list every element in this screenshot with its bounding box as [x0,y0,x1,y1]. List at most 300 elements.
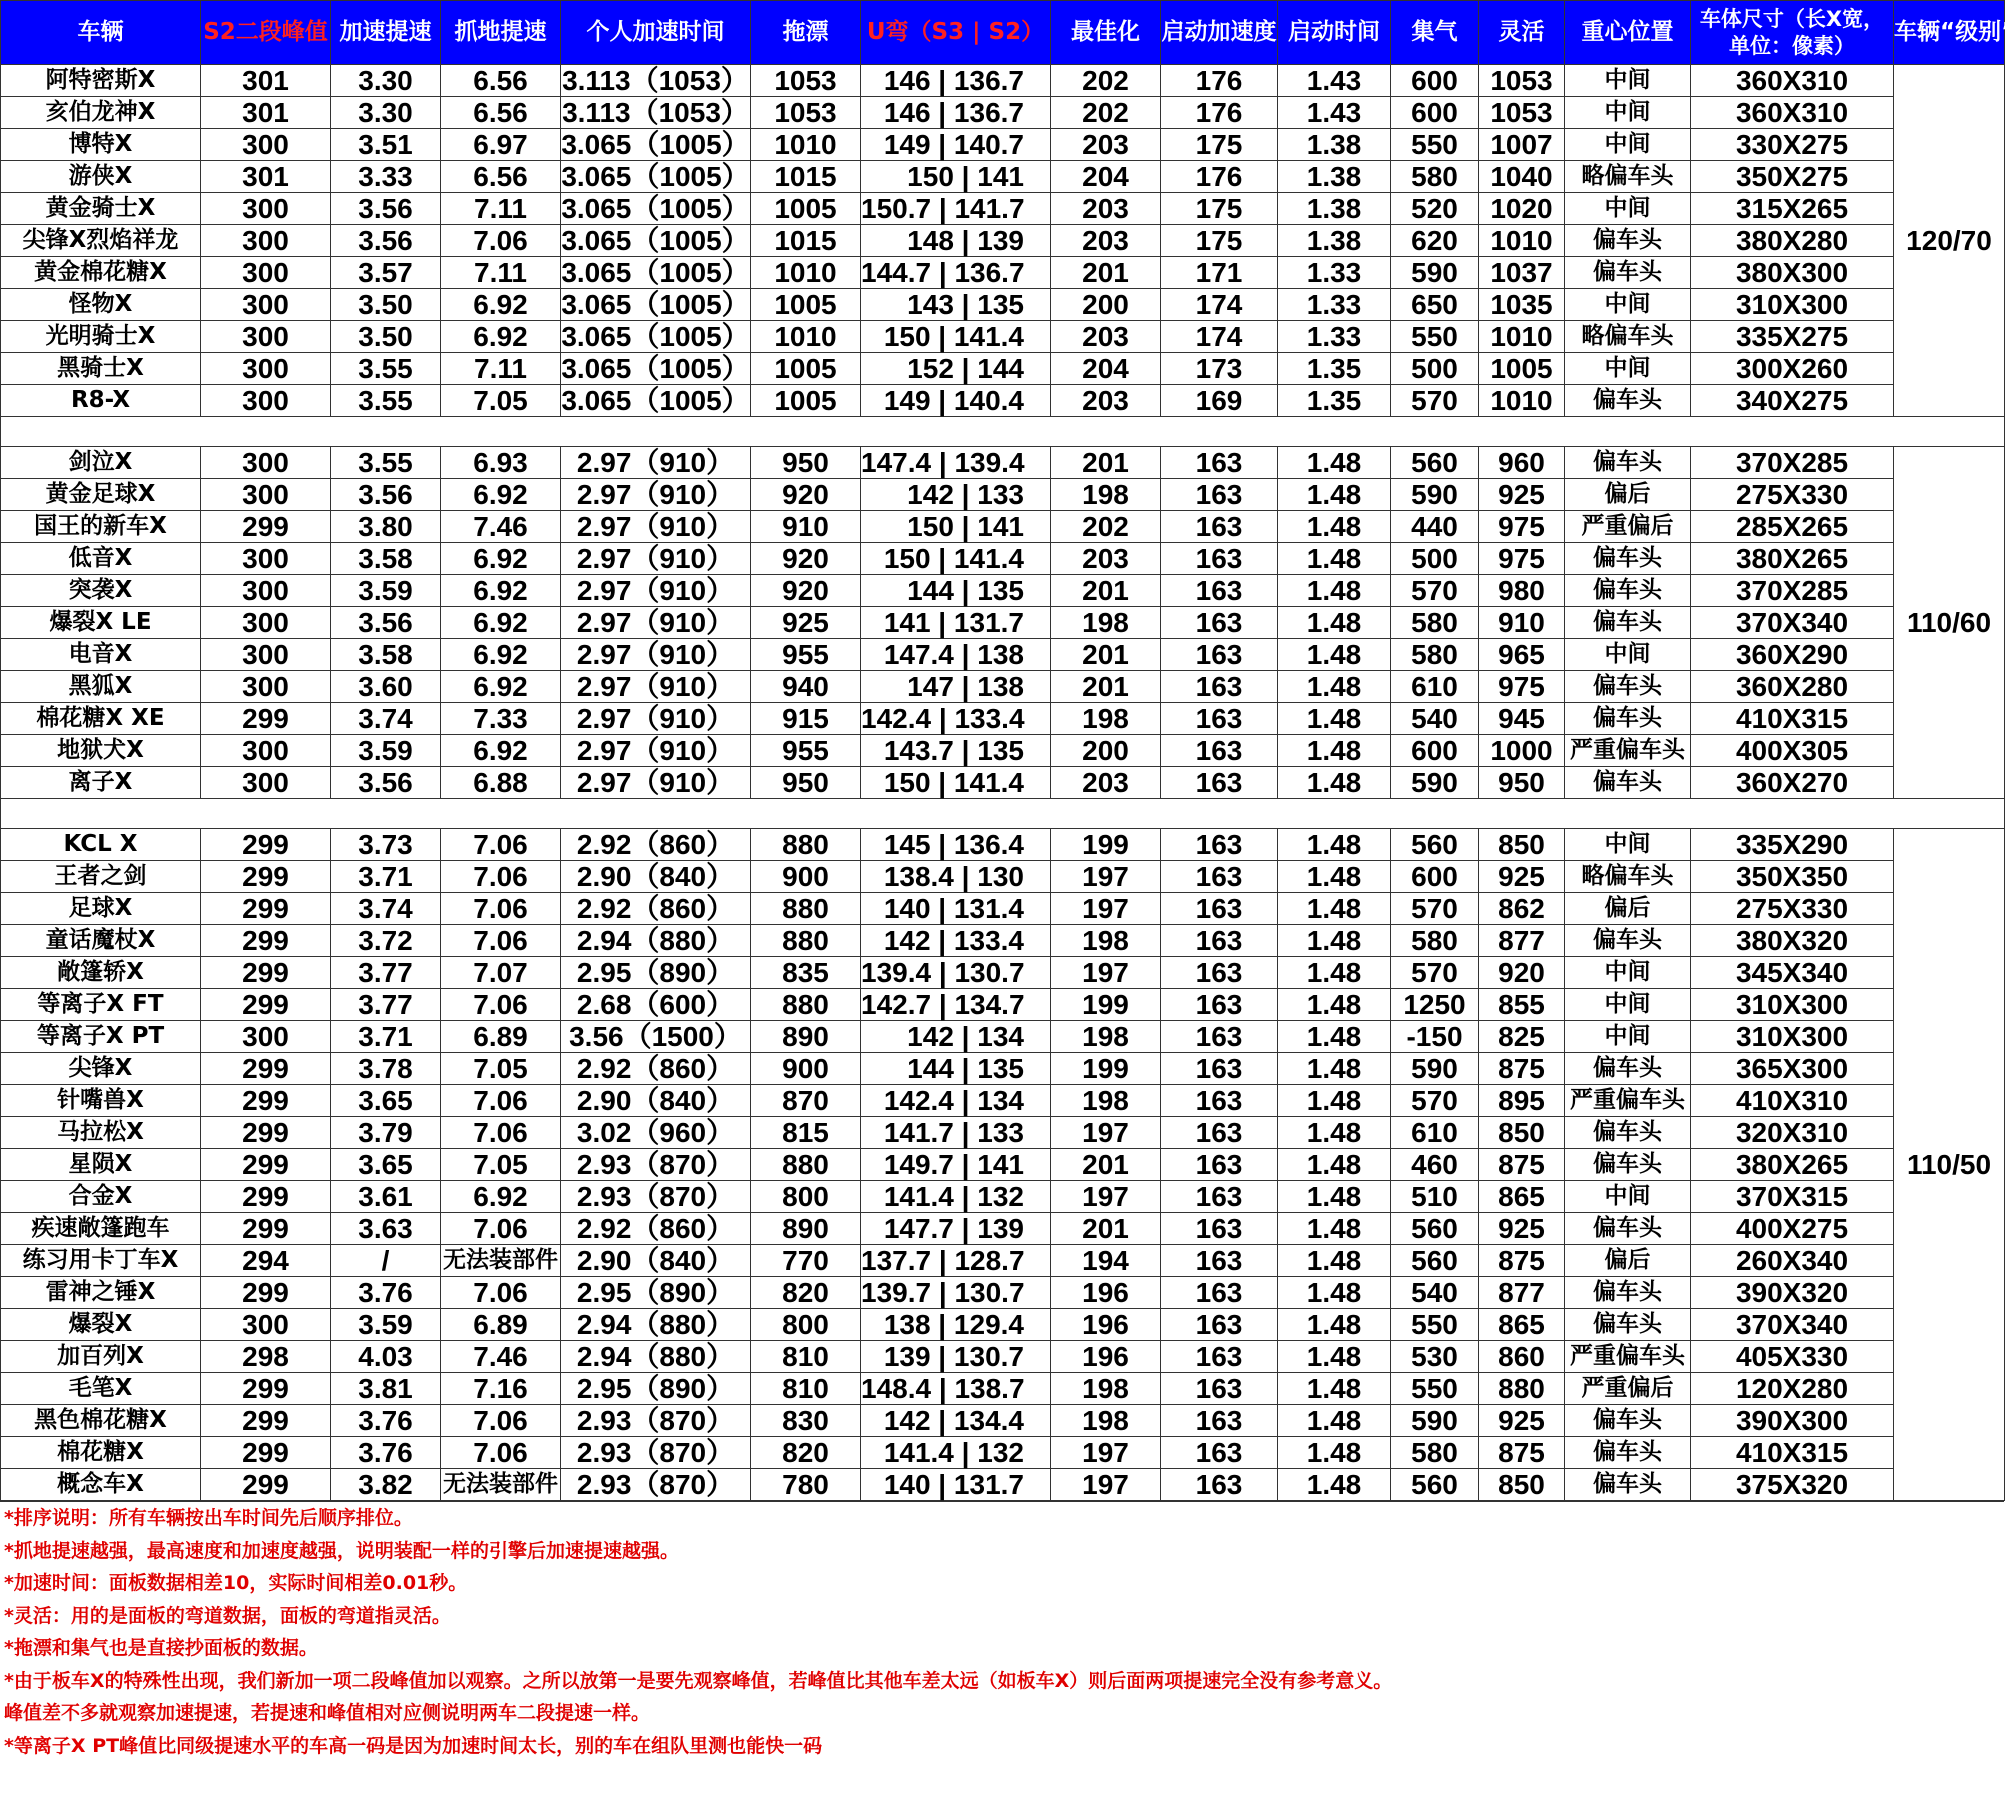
cell-u-turn: 143 | 135 [861,289,1051,321]
cell-charge: 580 [1391,639,1479,671]
cell-charge: 600 [1391,97,1479,129]
cell-accel-time: 2.90（840） [561,1085,751,1117]
cell-drag-drift: 810 [751,1341,861,1373]
table-row [1,893,2005,925]
cell-launch-time: 1.38 [1278,161,1391,193]
cell-vehicle-name: 爆裂X LE [1,607,201,639]
cell-vehicle-name: 毛笔X [1,1373,201,1405]
cell-grip-boost: 6.88 [441,767,561,799]
table-row [1,543,2005,575]
cell-optimize: 200 [1051,289,1161,321]
cell-charge: 620 [1391,225,1479,257]
cell-vehicle-name: 离子X [1,767,201,799]
table-body [1,65,2005,1501]
cell-agility: 1005 [1479,353,1565,385]
table-row [1,639,2005,671]
cell-s2-peak: 299 [201,829,331,861]
cell-accel-boost: 3.82 [331,1469,441,1501]
cell-agility: 850 [1479,829,1565,861]
cell-agility: 865 [1479,1181,1565,1213]
table-row [1,1245,2005,1277]
cell-center-of-gravity: 偏车头 [1565,447,1691,479]
cell-s2-peak: 299 [201,989,331,1021]
cell-optimize: 199 [1051,989,1161,1021]
cell-grip-boost: 无法装部件 [441,1469,561,1501]
cell-launch-accel: 175 [1161,225,1278,257]
table-row [1,1021,2005,1053]
note-line: *由于板车X的特殊性出现，我们新加一项二段峰值加以观察。之所以放第一是要先观察峰值，若峰值比其他车差太远（如板车X）则后面两项提速完全没有参考意义。 [4,1669,1393,1692]
cell-s2-peak: 294 [201,1245,331,1277]
cell-launch-accel: 163 [1161,1245,1278,1277]
cell-accel-boost: 3.74 [331,893,441,925]
header-charge: 集气 [1391,1,1479,65]
cell-drag-drift: 900 [751,1053,861,1085]
cell-center-of-gravity: 偏后 [1565,479,1691,511]
cell-u-turn: 138.4 | 130 [861,861,1051,893]
cell-grip-boost: 6.92 [441,543,561,575]
cell-accel-time: 2.97（910） [561,703,751,735]
cell-vehicle-name: 怪物X [1,289,201,321]
cell-center-of-gravity: 中间 [1565,129,1691,161]
cell-optimize: 201 [1051,1149,1161,1181]
note-line: *等离子X PT峰值比同级提速水平的车高一码是因为加速时间太长，别的车在组队里测也能快一码 [4,1734,823,1757]
note-line: 峰值差不多就观察加速提速，若提速和峰值相对应侧说明两车二段提速一样。 [4,1702,651,1724]
cell-u-turn: 142 | 133.4 [861,925,1051,957]
cell-agility: 1007 [1479,129,1565,161]
cell-accel-time: 2.97（910） [561,735,751,767]
cell-accel-time: 3.065（1005） [561,193,750,224]
cell-vehicle-name: 敞篷轿X [1,957,201,989]
cell-launch-accel: 163 [1161,671,1278,703]
cell-drag-drift: 800 [751,1309,861,1341]
cell-launch-time: 1.48 [1278,1469,1391,1501]
cell-launch-time: 1.35 [1278,385,1391,417]
cell-u-turn: 147.7 | 139 [861,1213,1051,1245]
cell-center-of-gravity: 偏车头 [1565,607,1691,639]
cell-accel-boost: 3.55 [331,385,441,417]
cell-accel-boost: 3.65 [331,1085,441,1117]
cell-optimize: 201 [1051,639,1161,671]
cell-vehicle-name: 等离子X FT [1,989,201,1021]
cell-charge: 560 [1391,1469,1479,1501]
cell-grip-boost: 6.89 [441,1021,561,1053]
cell-drag-drift: 1015 [751,161,861,193]
cell-optimize: 197 [1051,1181,1161,1213]
cell-charge: 500 [1391,543,1479,575]
table-row [1,321,2005,353]
cell-grip-boost: 7.06 [441,989,561,1021]
cell-u-turn: 139.4 | 130.7 [861,957,1051,989]
cell-vehicle-name: 等离子X PT [1,1021,201,1053]
cell-body-size: 370X315 [1691,1181,1894,1213]
cell-body-size: 120X280 [1691,1373,1894,1405]
table-row [1,1181,2005,1213]
cell-center-of-gravity: 偏车头 [1565,1437,1691,1469]
cell-vehicle-name: 阿特密斯X [1,65,201,97]
cell-launch-time: 1.48 [1278,1309,1391,1341]
cell-vehicle-name: 加百列X [1,1341,201,1373]
cell-agility: 965 [1479,639,1565,671]
cell-agility: 945 [1479,703,1565,735]
cell-drag-drift: 920 [751,479,861,511]
cell-grip-boost: 7.46 [441,511,561,543]
cell-accel-time: 3.113（1053） [562,97,749,128]
cell-agility: 875 [1479,1437,1565,1469]
cell-optimize: 203 [1051,767,1161,799]
cell-s2-peak: 299 [201,1437,331,1469]
cell-charge: 460 [1391,1149,1479,1181]
cell-body-size: 390X300 [1691,1405,1894,1437]
cell-charge: 560 [1391,829,1479,861]
cell-charge: 500 [1391,353,1479,385]
cell-accel-time: 2.68（600） [561,989,751,1021]
cell-drag-drift: 830 [751,1405,861,1437]
cell-accel-boost: 3.77 [331,957,441,989]
table-row [1,861,2005,893]
cell-accel-time: 2.94（880） [561,1341,751,1373]
note-line: *加速时间：面板数据相差10，实际时间相差0.01秒。 [4,1572,468,1594]
cell-grip-boost: 6.93 [441,447,561,479]
cell-center-of-gravity: 中间 [1565,1021,1691,1053]
cell-launch-time: 1.48 [1278,989,1391,1021]
cell-charge: 580 [1391,607,1479,639]
cell-agility: 1000 [1479,735,1565,767]
table-row [1,193,2005,225]
cell-accel-time: 2.97（910） [561,671,751,703]
cell-charge: 570 [1391,385,1479,417]
cell-accel-time: 2.95（890） [561,957,751,989]
cell-body-size: 360X280 [1691,671,1894,703]
cell-grip-boost: 6.97 [441,129,561,161]
cell-center-of-gravity: 略偏车头 [1565,321,1691,353]
cell-accel-time: 3.065（1005） [561,353,750,384]
cell-launch-time: 1.48 [1278,1277,1391,1309]
header-launch-accel: 启动加速度 [1161,1,1278,65]
cell-center-of-gravity: 偏车头 [1565,767,1691,799]
cell-vehicle-name: 棉花糖X XE [1,703,201,735]
cell-accel-time: 3.02（960） [561,1117,751,1149]
note-line: *拖漂和集气也是直接抄面板的数据。 [4,1637,318,1659]
table-row [1,1437,2005,1469]
cell-charge: 580 [1391,161,1479,193]
cell-optimize: 201 [1051,257,1161,289]
cell-s2-peak: 299 [201,893,331,925]
cell-accel-boost: 3.55 [331,447,441,479]
cell-drag-drift: 880 [751,989,861,1021]
cell-u-turn: 147.4 | 139.4 [861,447,1051,479]
cell-agility: 925 [1479,1405,1565,1437]
cell-agility: 895 [1479,1085,1565,1117]
cell-launch-time: 1.33 [1278,289,1391,321]
cell-accel-time: 3.065（1005） [561,385,750,416]
cell-charge: -150 [1391,1021,1479,1053]
cell-charge: 550 [1391,1309,1479,1341]
cell-center-of-gravity: 偏车头 [1565,925,1691,957]
header-row [1,1,2005,65]
cell-drag-drift: 1005 [751,353,861,385]
cell-body-size: 380X280 [1691,225,1894,257]
cell-launch-accel: 163 [1161,1309,1278,1341]
cell-launch-time: 1.35 [1278,353,1391,385]
cell-accel-time: 2.97（910） [561,639,751,671]
cell-center-of-gravity: 偏后 [1565,1245,1691,1277]
cell-optimize: 200 [1051,735,1161,767]
cell-drag-drift: 815 [751,1117,861,1149]
cell-center-of-gravity: 偏车头 [1565,1277,1691,1309]
cell-launch-time: 1.33 [1278,257,1391,289]
cell-s2-peak: 300 [201,129,331,161]
cell-charge: 570 [1391,575,1479,607]
cell-charge: 600 [1391,735,1479,767]
cell-agility: 1040 [1479,161,1565,193]
cell-center-of-gravity: 严重偏后 [1565,1373,1691,1405]
cell-optimize: 194 [1051,1245,1161,1277]
cell-center-of-gravity: 偏车头 [1565,225,1691,257]
cell-s2-peak: 300 [201,257,331,289]
cell-body-size: 380X265 [1691,1149,1894,1181]
cell-agility: 1037 [1479,257,1565,289]
cell-drag-drift: 950 [751,447,861,479]
cell-launch-accel: 163 [1161,735,1278,767]
cell-u-turn: 142 | 134.4 [861,1405,1051,1437]
cell-charge: 580 [1391,925,1479,957]
cell-optimize: 197 [1051,1117,1161,1149]
cell-center-of-gravity: 严重偏车头 [1565,1085,1691,1117]
cell-drag-drift: 1005 [751,289,861,321]
cell-u-turn: 143.7 | 135 [861,735,1051,767]
cell-body-size: 380X300 [1691,257,1894,289]
cell-agility: 975 [1479,543,1565,575]
cell-grip-boost: 6.92 [441,479,561,511]
cell-u-turn: 149 | 140.4 [861,385,1051,417]
cell-agility: 855 [1479,989,1565,1021]
cell-s2-peak: 299 [201,1373,331,1405]
cell-accel-boost: 3.76 [331,1405,441,1437]
cell-optimize: 197 [1051,1437,1161,1469]
cell-launch-accel: 163 [1161,575,1278,607]
cell-grip-boost: 6.89 [441,1309,561,1341]
cell-charge: 570 [1391,893,1479,925]
cell-optimize: 204 [1051,353,1161,385]
cell-grip-boost: 7.46 [441,1341,561,1373]
cell-u-turn: 150.7 | 141.7 [861,193,1051,225]
cell-vehicle-name: 雷神之锤X [1,1277,201,1309]
cell-accel-time: 2.93（870） [561,1181,751,1213]
cell-launch-accel: 163 [1161,1469,1278,1501]
cell-launch-time: 1.38 [1278,129,1391,161]
cell-launch-accel: 163 [1161,1149,1278,1181]
cell-accel-boost: 3.65 [331,1149,441,1181]
cell-u-turn: 146 | 136.7 [861,65,1051,97]
cell-accel-boost: 3.57 [331,257,441,289]
cell-body-size: 335X275 [1691,321,1894,353]
cell-charge: 550 [1391,129,1479,161]
cell-accel-boost: 3.81 [331,1373,441,1405]
cell-launch-time: 1.48 [1278,1021,1391,1053]
cell-body-size: 360X290 [1691,639,1894,671]
cell-s2-peak: 299 [201,1213,331,1245]
note-line: *抓地提速越强，最高速度和加速度越强，说明装配一样的引擎后加速提速越强。 [4,1539,679,1562]
cell-body-size: 310X300 [1691,1021,1894,1053]
cell-vehicle-name: R8-X [1,385,201,417]
cell-body-size: 360X310 [1691,65,1894,97]
cell-optimize: 198 [1051,607,1161,639]
cell-s2-peak: 299 [201,511,331,543]
cell-accel-boost: 3.80 [331,511,441,543]
cell-accel-time: 2.93（870） [561,1405,751,1437]
table-row [1,1213,2005,1245]
cell-drag-drift: 820 [751,1437,861,1469]
cell-accel-time: 2.90（840） [561,861,751,893]
cell-s2-peak: 300 [201,1309,331,1341]
cell-s2-peak: 299 [201,925,331,957]
cell-launch-time: 1.48 [1278,1117,1391,1149]
cell-grip-boost: 7.05 [441,385,561,417]
cell-charge: 510 [1391,1181,1479,1213]
cell-accel-boost: 3.30 [331,97,441,129]
cell-u-turn: 142.4 | 134 [861,1085,1051,1117]
cell-launch-time: 1.48 [1278,1437,1391,1469]
cell-center-of-gravity: 偏车头 [1565,575,1691,607]
cell-launch-accel: 163 [1161,1277,1278,1309]
cell-agility: 1010 [1479,385,1565,417]
cell-charge: 520 [1391,193,1479,225]
cell-u-turn: 149.7 | 141 [861,1149,1051,1181]
cell-s2-peak: 300 [201,385,331,417]
cell-agility: 920 [1479,957,1565,989]
cell-center-of-gravity: 略偏车头 [1565,161,1691,193]
cell-body-size: 370X340 [1691,607,1894,639]
cell-grip-boost: 7.06 [441,225,561,257]
cell-launch-accel: 173 [1161,353,1278,385]
cell-u-turn: 144 | 135 [861,575,1051,607]
cell-agility: 1035 [1479,289,1565,321]
cell-launch-time: 1.48 [1278,1149,1391,1181]
cell-drag-drift: 880 [751,925,861,957]
cell-grip-boost: 6.56 [441,161,561,193]
table-row [1,671,2005,703]
cell-accel-boost: 3.56 [331,767,441,799]
cell-s2-peak: 299 [201,1181,331,1213]
cell-launch-time: 1.48 [1278,1213,1391,1245]
cell-launch-accel: 163 [1161,639,1278,671]
group-separator-row [1,417,2005,447]
cell-launch-time: 1.38 [1278,193,1391,225]
cell-center-of-gravity: 严重偏车头 [1565,735,1691,767]
cell-body-size: 410X315 [1691,1437,1894,1469]
cell-launch-accel: 163 [1161,1341,1278,1373]
cell-drag-drift: 1053 [751,97,861,129]
table-row [1,161,2005,193]
group-separator [1,417,2005,447]
cell-s2-peak: 299 [201,1469,331,1501]
cell-optimize: 201 [1051,447,1161,479]
cell-accel-time: 2.92（860） [561,1053,751,1085]
cell-launch-accel: 175 [1161,193,1278,225]
cell-optimize: 201 [1051,671,1161,703]
cell-grip-boost: 6.92 [441,1181,561,1213]
cell-vehicle-name: 王者之剑 [1,861,201,893]
cell-agility: 880 [1479,1373,1565,1405]
cell-launch-time: 1.48 [1278,479,1391,511]
cell-drag-drift: 880 [751,893,861,925]
cell-body-size: 275X330 [1691,479,1894,511]
cell-drag-drift: 940 [751,671,861,703]
cell-launch-accel: 163 [1161,511,1278,543]
cell-accel-time: 2.97（910） [561,575,751,607]
cell-s2-peak: 298 [201,1341,331,1373]
cell-charge: 560 [1391,1213,1479,1245]
cell-grip-boost: 7.11 [441,257,561,289]
cell-charge: 590 [1391,767,1479,799]
cell-vehicle-name: 练习用卡丁车X [1,1245,201,1277]
cell-optimize: 203 [1051,385,1161,417]
cell-optimize: 198 [1051,479,1161,511]
cell-accel-time: 2.94（880） [561,925,751,957]
cell-charge: 550 [1391,1373,1479,1405]
table-row [1,129,2005,161]
cell-optimize: 196 [1051,1341,1161,1373]
cell-launch-accel: 171 [1161,257,1278,289]
cell-launch-accel: 163 [1161,1021,1278,1053]
table-row [1,511,2005,543]
cell-center-of-gravity: 中间 [1565,353,1691,385]
cell-launch-accel: 163 [1161,767,1278,799]
cell-accel-time: 3.065（1005） [561,289,750,320]
cell-accel-boost: 3.56 [331,607,441,639]
cell-drag-drift: 800 [751,1181,861,1213]
cell-s2-peak: 300 [201,289,331,321]
cell-drag-drift: 900 [751,861,861,893]
cell-body-size: 410X315 [1691,703,1894,735]
cell-charge: 560 [1391,447,1479,479]
level-cell: 110/60 [1894,447,2005,799]
cell-launch-accel: 163 [1161,1181,1278,1213]
cell-charge: 540 [1391,1277,1479,1309]
cell-accel-boost: 4.03 [331,1341,441,1373]
cell-drag-drift: 890 [751,1021,861,1053]
cell-launch-accel: 163 [1161,925,1278,957]
cell-agility: 925 [1479,861,1565,893]
cell-s2-peak: 300 [201,321,331,353]
cell-accel-boost: 3.55 [331,353,441,385]
cell-charge: 560 [1391,1245,1479,1277]
cell-launch-accel: 174 [1161,321,1278,353]
cell-center-of-gravity: 略偏车头 [1565,861,1691,893]
cell-launch-time: 1.48 [1278,543,1391,575]
cell-agility: 850 [1479,1469,1565,1501]
cell-accel-boost: 3.56 [331,479,441,511]
cell-u-turn: 147 | 138 [861,671,1051,703]
cell-grip-boost: 7.06 [441,1213,561,1245]
cell-s2-peak: 301 [201,65,331,97]
table-row [1,97,2005,129]
cell-body-size: 320X310 [1691,1117,1894,1149]
cell-launch-accel: 176 [1161,97,1278,129]
cell-u-turn: 138 | 129.4 [861,1309,1051,1341]
cell-agility: 910 [1479,607,1565,639]
cell-drag-drift: 770 [751,1245,861,1277]
cell-grip-boost: 无法装部件 [441,1245,561,1277]
cell-body-size: 380X320 [1691,925,1894,957]
level-cell: 120/70 [1894,65,2005,417]
cell-u-turn: 137.7 | 128.7 [861,1245,1051,1277]
cell-grip-boost: 6.92 [441,671,561,703]
cell-body-size: 350X275 [1691,161,1894,193]
cell-launch-accel: 163 [1161,1053,1278,1085]
cell-optimize: 196 [1051,1277,1161,1309]
cell-vehicle-name: 黑色棉花糖X [1,1405,201,1437]
